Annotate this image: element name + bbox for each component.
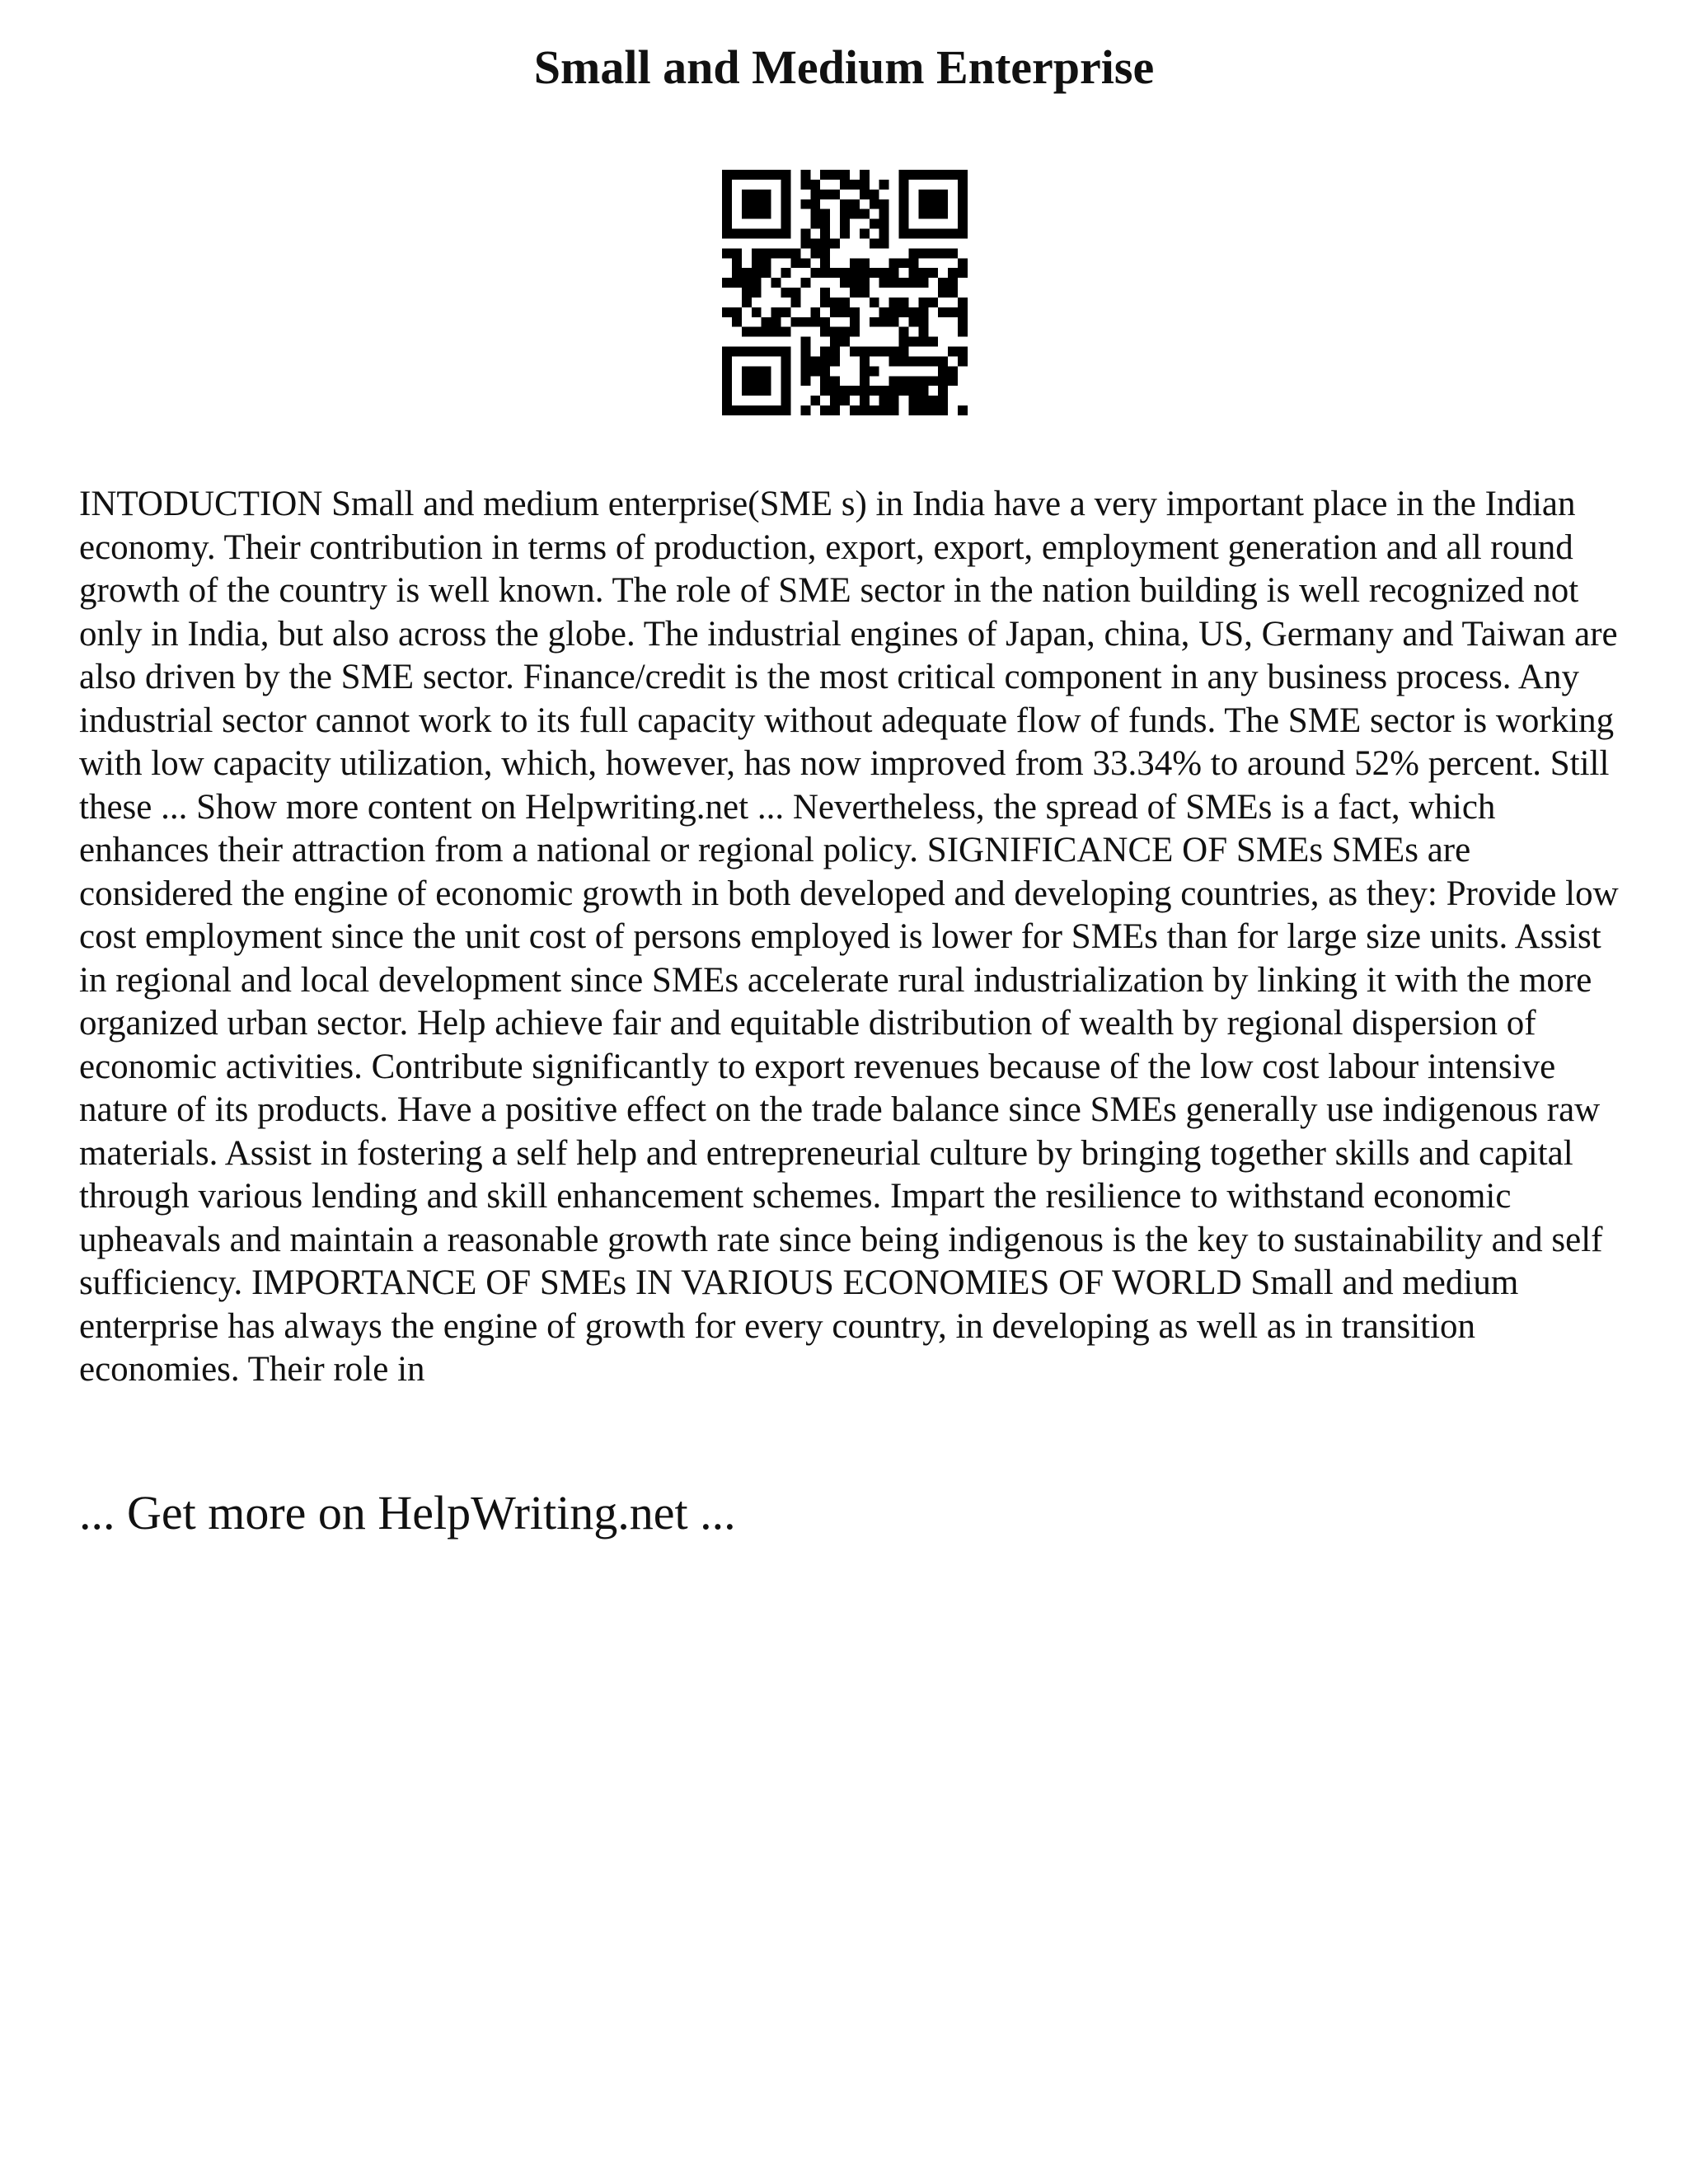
get-more-link[interactable]: ... Get more on HelpWriting.net ... [79, 1486, 736, 1540]
qr-code-icon [722, 170, 968, 415]
page-title: Small and Medium Enterprise [533, 40, 1155, 94]
article-body: INTODUCTION Small and medium enterprise(SME s) in India have a very important place in the Indian economy. Their contribution in terms of production, export, export, employment generation and all round growth of the country is well known. The role of SME sector in the nation building is well recognized not only in India, but also across the globe. The industrial engines of Japan, china, US, Germany and Taiwan are also driven by the SME sector. Finance/credit is the most critical component in any business process. Any industrial sector cannot work to its full capacity without adequate flow of funds. The SME sector is working with low capacity utilization, which, however, has now improved from 33.34% to around 52% percent. Still these ... Show more content on Helpwriting.net ... Nevertheless, the spread of SMEs is a fact, which enhances their attraction from a national or regional policy. SIGNIFICANCE OF SMEs SMEs are considered the engine of economic growth in both developed and developing countries, as they: Provide low cost employment since the unit cost of persons employed is lower for SMEs than for large size units. Assist in regional and local development since SMEs accelerate rural industrialization by linking it with the more organized urban sector. Help achieve fair and equitable distribution of wealth by regional dispersion of economic activities. Contribute significantly to export revenues because of the low cost labour intensive nature of its products. Have a positive effect on the trade balance since SMEs generally use indigenous raw materials. Assist in fostering a self help and entrepreneurial culture by bringing together skills and capital through various lending and skill enhancement schemes. Impart the resilience to withstand economic upheavals and maintain a reasonable growth rate since being indigenous is the key to sustainability and self sufficiency. IMPORTANCE OF SMEs IN VARIOUS ECONOMIES OF WORLD Small and medium enterprise has always the engine of growth for every country, in developing as well as in transition economies. Their role in [79, 485, 1619, 1389]
